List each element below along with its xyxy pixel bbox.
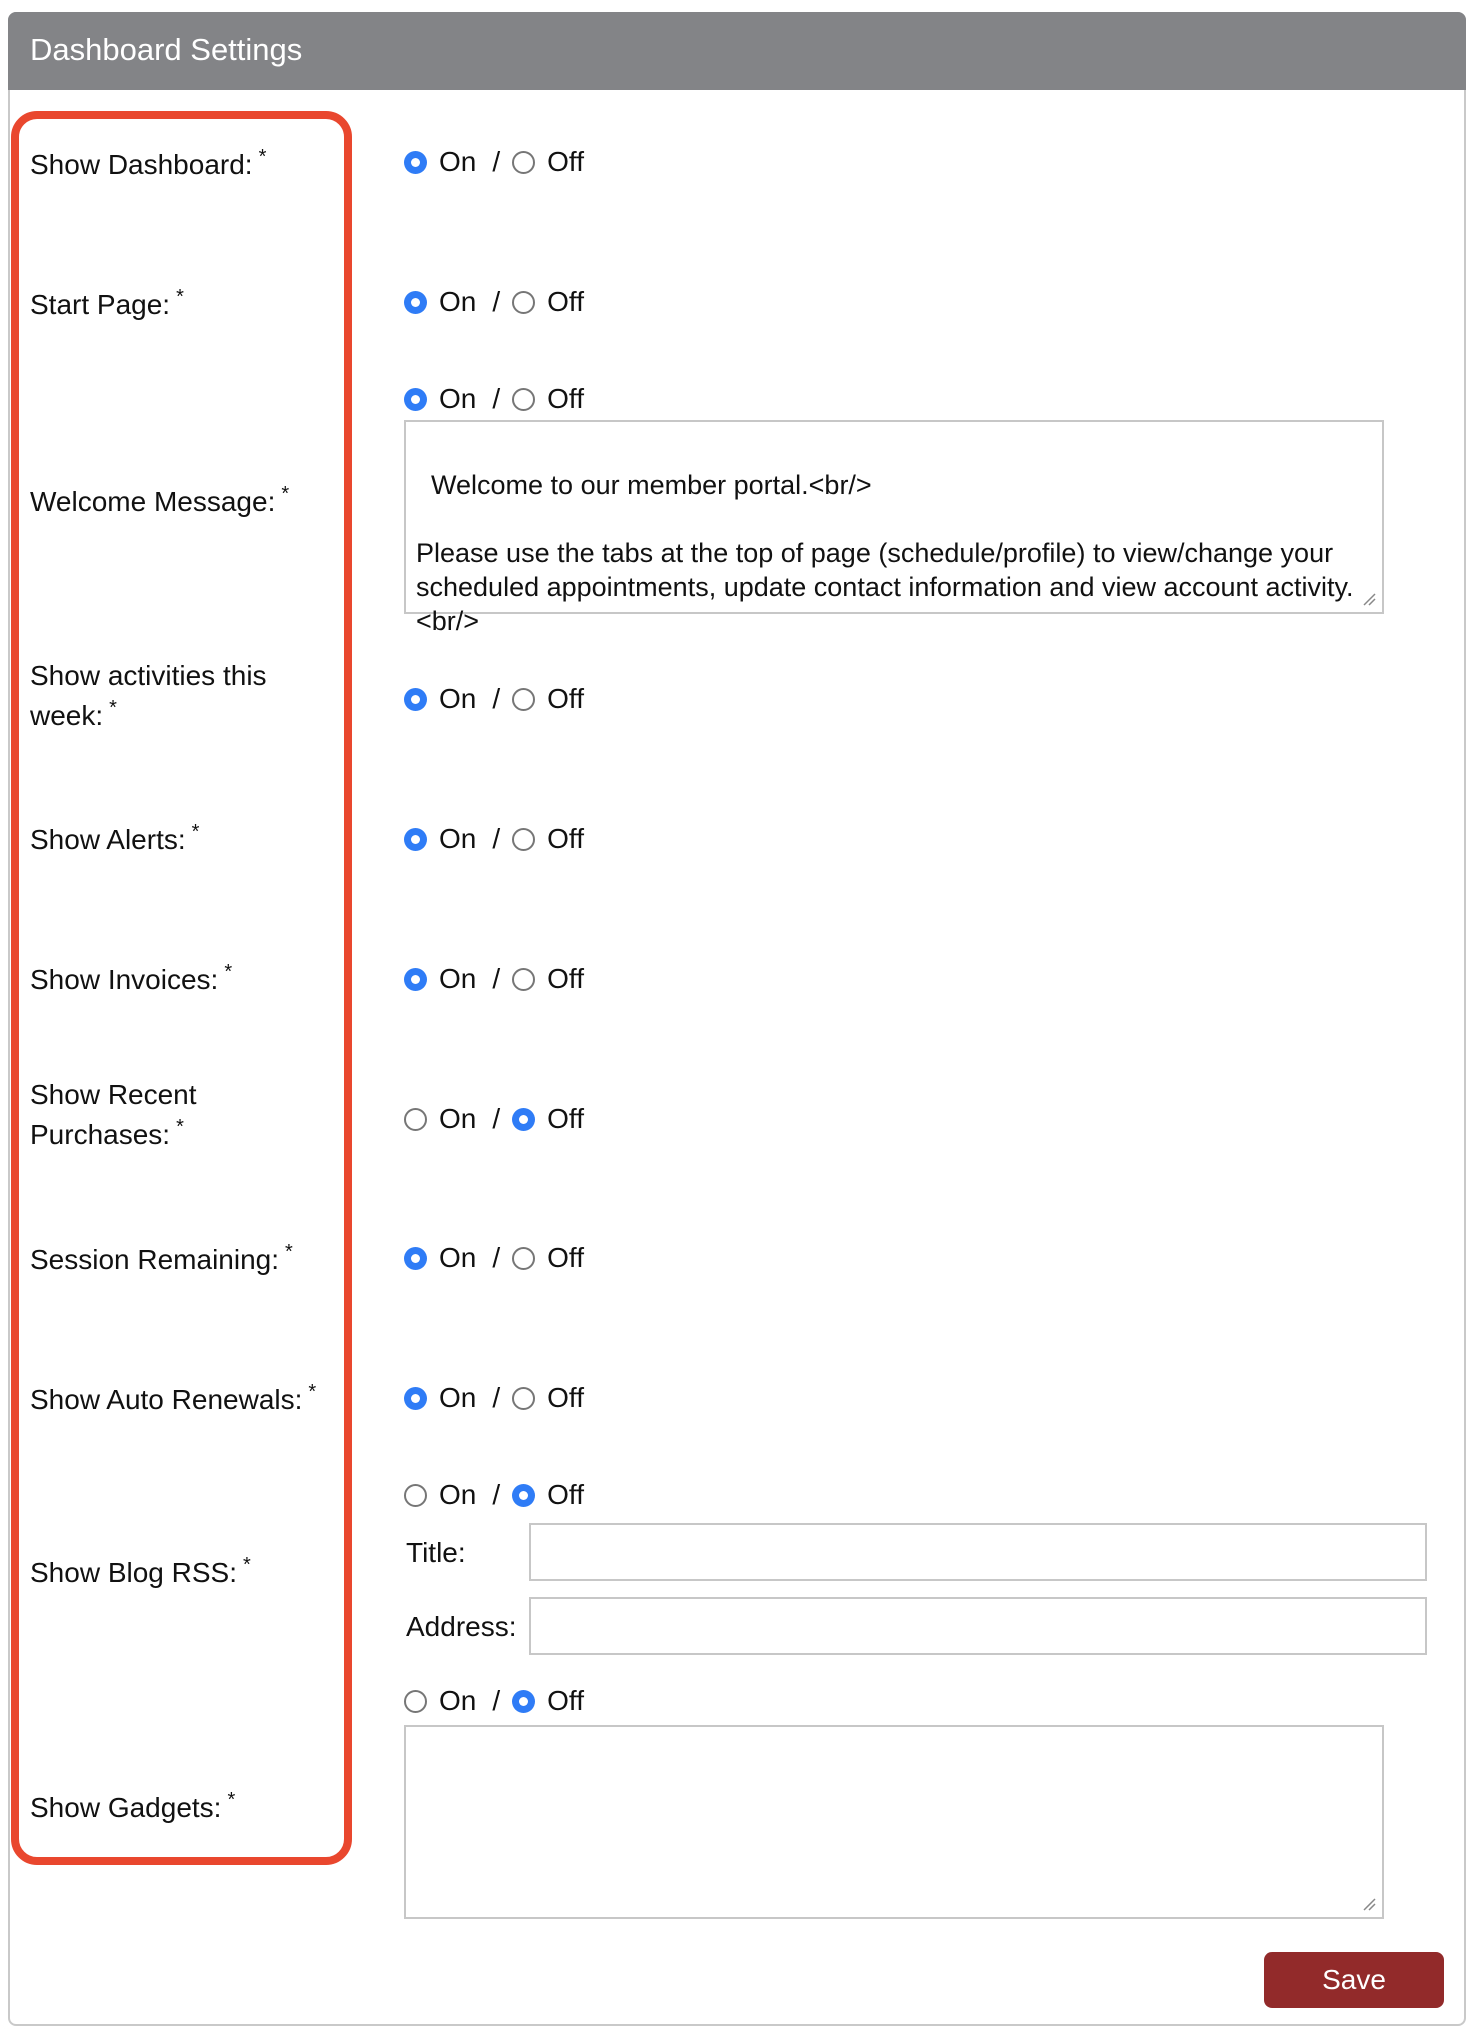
label-session-remaining: Session Remaining: * [30,1241,293,1275]
resize-grip-icon[interactable] [1362,592,1376,606]
label-show-invoices: Show Invoices: * [30,961,233,995]
radio-on[interactable] [404,1247,427,1270]
radio-group-show-blog-rss [404,1475,584,1515]
radio-label-on[interactable]: On [439,383,477,414]
radio-off[interactable] [512,388,535,411]
radio-label-on[interactable]: On [439,1103,477,1134]
radio-off[interactable] [512,688,535,711]
label-show-alerts: Show Alerts: * [30,821,200,855]
radio-group-show-activities [404,679,584,719]
radio-label-off[interactable]: Off [547,823,584,854]
radio-off[interactable] [512,151,535,174]
option-separator: / [492,1382,501,1413]
radio-group-show-gadgets [404,1681,584,1721]
radio-group-show-recent-purchases [404,1099,584,1139]
required-marker: * [281,483,290,505]
radio-on[interactable] [404,688,427,711]
radio-off[interactable] [512,291,535,314]
option-separator: / [492,683,501,714]
radio-group-welcome-message [404,379,584,419]
required-marker: * [176,1116,184,1138]
radio-label-on[interactable]: On [439,1242,477,1273]
label-show-blog-rss: Show Blog RSS: * [30,1554,251,1588]
radio-on[interactable] [404,1690,427,1713]
panel-header [8,12,1466,90]
radio-on[interactable] [404,1387,427,1410]
radio-group-show-dashboard [404,142,584,182]
radio-label-off[interactable]: Off [547,683,584,714]
radio-group-start-page [404,282,584,322]
radio-off[interactable] [512,1108,535,1131]
required-marker: * [224,961,233,983]
blog-rss-title-label: Title: [406,1537,466,1568]
radio-label-on[interactable]: On [439,963,477,994]
panel-title: Dashboard Settings [30,32,303,67]
option-separator: / [492,1242,501,1273]
radio-on[interactable] [404,388,427,411]
option-separator: / [492,146,501,177]
settings-panel [8,12,1466,2026]
label-start-page: Start Page: * [30,286,184,320]
radio-label-off[interactable]: Off [547,383,584,414]
radio-label-on[interactable]: On [439,146,477,177]
radio-label-on[interactable]: On [439,1685,477,1716]
radio-label-on[interactable]: On [439,286,477,317]
radio-label-off[interactable]: Off [547,286,584,317]
radio-group-session-remaining [404,1238,584,1278]
radio-on[interactable] [404,1484,427,1507]
gadgets-textarea[interactable] [404,1725,1384,1919]
option-separator: / [492,383,501,414]
required-marker: * [227,1789,236,1811]
label-show-dashboard: Show Dashboard: * [30,146,267,180]
radio-label-off[interactable]: Off [547,1382,584,1413]
required-marker: * [243,1554,251,1576]
radio-off[interactable] [512,1387,535,1410]
label-welcome-message: Welcome Message: * [30,483,290,517]
blog-rss-address-input[interactable] [529,1597,1427,1655]
radio-label-off[interactable]: Off [547,1242,584,1273]
radio-label-off[interactable]: Off [547,1479,584,1510]
blog-rss-title-input[interactable] [529,1523,1427,1581]
welcome-message-textarea[interactable] [404,420,1384,636]
radio-group-show-auto-renewals [404,1378,584,1418]
blog-rss-address-label: Address: [406,1611,517,1642]
required-marker: * [109,697,117,719]
option-separator: / [492,1685,501,1716]
label-show-auto-renewals: Show Auto Renewals: * [30,1381,317,1415]
radio-label-off[interactable]: Off [547,146,584,177]
radio-label-on[interactable]: On [439,683,477,714]
option-separator: / [492,286,501,317]
radio-off[interactable] [512,1484,535,1507]
label-show-activities: Show activities this week: * [30,660,267,731]
radio-group-show-alerts [404,819,584,859]
resize-grip-icon[interactable] [1362,1897,1376,1911]
required-marker: * [176,286,184,308]
option-separator: / [492,823,501,854]
radio-off[interactable] [512,1690,535,1713]
welcome-message-text: Welcome to our member portal.<br/> Please use the tabs at the top of page (schedule/profile) to view/change your scheduled appointments, update contact information and view account activity.<br/> [416,470,1354,636]
radio-off[interactable] [512,1247,535,1270]
radio-label-on[interactable]: On [439,1382,477,1413]
required-marker: * [308,1381,317,1403]
radio-label-on[interactable]: On [439,1479,477,1510]
required-marker: * [191,821,200,843]
radio-off[interactable] [512,828,535,851]
radio-label-off[interactable]: Off [547,1103,584,1134]
radio-off[interactable] [512,968,535,991]
label-show-recent-purchases: Show Recent Purchases: * [30,1079,197,1150]
option-separator: / [492,1479,501,1510]
save-button[interactable]: Save [1264,1952,1444,2008]
radio-label-off[interactable]: Off [547,1685,584,1716]
radio-label-on[interactable]: On [439,823,477,854]
option-separator: / [492,1103,501,1134]
radio-group-show-invoices [404,959,584,999]
radio-on[interactable] [404,968,427,991]
radio-on[interactable] [404,151,427,174]
required-marker: * [285,1241,293,1263]
radio-on[interactable] [404,291,427,314]
option-separator: / [492,963,501,994]
label-show-gadgets: Show Gadgets: * [30,1789,236,1823]
radio-label-off[interactable]: Off [547,963,584,994]
radio-on[interactable] [404,1108,427,1131]
required-marker: * [258,146,267,168]
radio-on[interactable] [404,828,427,851]
